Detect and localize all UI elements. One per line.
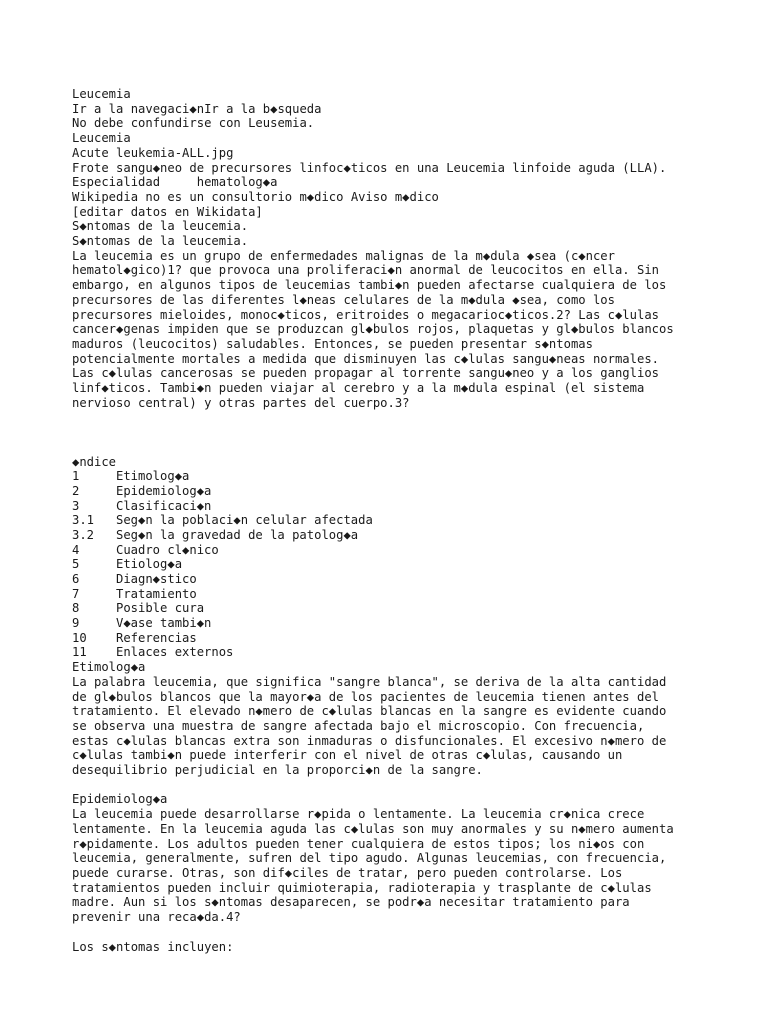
paragraph-line: La leucemia es un grupo de enfermedades malignas de la m◆dula ◆sea (c◆ncer — [72, 248, 615, 263]
paragraph-line: precursores mieloides, monoc◆ticos, eritroides o megacarioc◆ticos.2? Las c◆lulas — [72, 307, 659, 322]
toc-item[interactable] — [72, 601, 762, 616]
toc-item[interactable] — [72, 484, 762, 499]
infobox-caption: Frote sangu◆neo de precursores linfoc◆ticos en una Leucemia linfoide aguda (LLA). — [72, 160, 667, 175]
paragraph-line: maduros (leucocitos) saludables. Entonces, se pueden presentar s◆ntomas — [72, 336, 593, 351]
toc-item-label[interactable]: Cuadro cl◆nico — [116, 542, 219, 557]
paragraph-line: tratamiento. El elevado n◆mero de c◆lulas blancas en la sangre es evidente cuando — [72, 704, 667, 719]
paragraph-line: precursores de las diferentes l◆neas celulares de la m◆dula ◆sea, como los — [72, 292, 615, 307]
toc-item-number: 7 — [72, 586, 80, 601]
toc-item-label[interactable]: Seg◆n la poblaci◆n celular afectada — [116, 513, 373, 528]
infobox-title: Leucemia — [72, 131, 131, 146]
toc-item-label[interactable]: Etimolog◆a — [116, 469, 190, 484]
toc-item-label[interactable]: Enlaces externos — [116, 645, 234, 660]
symptoms-intro: Los s◆ntomas incluyen: — [72, 939, 234, 954]
infobox-image-name: Acute leukemia-ALL.jpg — [72, 145, 234, 160]
toc-item-number: 3.1 — [72, 513, 95, 528]
spacer — [72, 425, 762, 440]
intro-paragraph — [72, 249, 762, 411]
toc-item-label[interactable]: Tratamiento — [116, 586, 197, 601]
header-block — [72, 87, 762, 249]
toc-item-number: 3.2 — [72, 527, 95, 542]
toc-item[interactable] — [72, 557, 762, 572]
paragraph-line: leucemia, generalmente, sufren del tipo agudo. Algunas leucemias, con frecuencia, — [72, 851, 667, 866]
toc-item-number: 11 — [72, 645, 87, 660]
spacer — [72, 440, 762, 455]
paragraph-line: lentamente. En la leucemia aguda las c◆lulas son muy anormales y su n◆mero aumenta — [72, 821, 674, 836]
section-epidemiologia — [72, 792, 762, 924]
toc-item-number: 1 — [72, 469, 80, 484]
toc-item-label[interactable]: Epidemiolog◆a — [116, 483, 212, 498]
toc-item-number: 4 — [72, 542, 80, 557]
paragraph-line: La palabra leucemia, que significa "sangre blanca", se deriva de la alta cantidad — [72, 674, 667, 689]
toc-item-number: 5 — [72, 557, 80, 572]
paragraph-line: estas c◆lulas blancas extra son inmaduras o disfuncionales. El excesivo n◆mero de — [72, 733, 667, 748]
spacer — [72, 925, 762, 940]
paragraph-line: linf◆ticos. Tambi◆n pueden viajar al cerebro y a la m◆dula espinal (el sistema — [72, 381, 645, 396]
paragraph-line: potencialmente mortales a medida que disminuyen las c◆lulas sangu◆neas normales. — [72, 351, 659, 366]
toc-item[interactable] — [72, 499, 762, 514]
toc-item[interactable] — [72, 587, 762, 602]
spacer — [72, 778, 762, 793]
toc-item-label[interactable]: Etiolog◆a — [116, 557, 183, 572]
disambiguation-note: No debe confundirse con Leusemia. — [72, 116, 315, 131]
toc-item[interactable] — [72, 616, 762, 631]
paragraph-line: puede curarse. Otras, son dif◆ciles de tratar, pero pueden controlarse. Los — [72, 866, 623, 880]
paragraph-line: r◆pidamente. Los adultos pueden tener cualquiera de estos tipos; los ni◆os con — [72, 836, 645, 851]
paragraph-line: c◆lulas tambi◆n puede interferir con el nivel de otras c◆lulas, causando un — [72, 748, 623, 763]
toc-item-label[interactable]: Diagn◆stico — [116, 572, 197, 587]
paragraph-line: de gl◆bulos blancos que la mayor◆a de los pacientes de leucemia tienen antes del — [72, 689, 659, 704]
toc-item-number: 10 — [72, 630, 87, 645]
toc-item[interactable] — [72, 572, 762, 587]
paragraph-line: desequilibrio perjudicial en la proporci◆n de la sangre. — [72, 763, 483, 778]
toc-item-label[interactable]: Posible cura — [116, 601, 205, 616]
toc-item[interactable] — [72, 631, 762, 646]
spacer — [72, 410, 762, 425]
toc-item-number: 8 — [72, 601, 80, 616]
toc-item-number: 2 — [72, 483, 80, 498]
article-title: Leucemia — [72, 87, 131, 101]
toc-item-label[interactable]: Clasificaci◆n — [116, 498, 212, 513]
medical-disclaimer[interactable]: Wikipedia no es un consultorio m◆dico Aviso m◆dico — [72, 189, 439, 204]
paragraph-line: se observa una muestra de sangre afectada bajo el microscopio. Con frecuencia, — [72, 718, 645, 733]
section-etimologia — [72, 660, 762, 778]
toc-heading: ◆ndice — [72, 454, 117, 469]
paragraph-line: cancer◆genas impiden que se produzcan gl◆bulos rojos, plaquetas y gl◆bulos blancos — [72, 322, 674, 337]
toc-item-number: 6 — [72, 572, 80, 587]
toc-item[interactable] — [72, 645, 762, 660]
paragraph-line: hematol◆gico)1? que provoca una proliferaci◆n anormal de leucocitos en ella. Sin — [72, 263, 659, 278]
toc-item-label[interactable]: Seg◆n la gravedad de la patolog◆a — [116, 527, 359, 542]
toc-item[interactable] — [72, 543, 762, 558]
paragraph-line: prevenir una reca◆da.4? — [72, 910, 241, 925]
paragraph-line: madre. Aun si los s◆ntomas desaparecen, se podr◆a necesitar tratamiento para — [72, 895, 630, 910]
infobox-specialty: Especialidad hematolog◆a — [72, 175, 278, 190]
toc-item[interactable] — [72, 513, 762, 528]
wikidata-edit-link[interactable]: [editar datos en Wikidata] — [72, 204, 263, 219]
toc-item-number: 9 — [72, 616, 80, 631]
table-of-contents — [72, 455, 762, 661]
paragraph-line: nervioso central) y otras partes del cuerpo.3? — [72, 395, 410, 410]
toc-item-number: 3 — [72, 498, 80, 513]
section-heading: Etimolog◆a — [72, 660, 146, 675]
nav-search-links[interactable]: Ir a la navegaci◆nIr a la b◆squeda — [72, 101, 322, 116]
section-heading: Epidemiolog◆a — [72, 792, 168, 807]
toc-item[interactable] — [72, 469, 762, 484]
paragraph-line: embargo, en algunos tipos de leucemias tambi◆n pueden afectarse cualquiera de los — [72, 278, 667, 293]
paragraph-line: tratamientos pueden incluir quimioterapia, radioterapia y trasplante de c◆lulas — [72, 880, 652, 895]
paragraph-line: Las c◆lulas cancerosas se pueden propagar al torrente sangu◆neo y a los ganglios — [72, 366, 659, 381]
paragraph-line: La leucemia puede desarrollarse r◆pida o lentamente. La leucemia cr◆nica crece — [72, 807, 645, 822]
symptoms-image-caption: S◆ntomas de la leucemia. — [72, 219, 249, 234]
toc-item-label[interactable]: V◆ase tambi◆n — [116, 616, 212, 631]
document-page — [72, 87, 762, 954]
toc-item[interactable] — [72, 528, 762, 543]
toc-item-label[interactable]: Referencias — [116, 630, 197, 645]
symptoms-image-caption: S◆ntomas de la leucemia. — [72, 234, 249, 249]
